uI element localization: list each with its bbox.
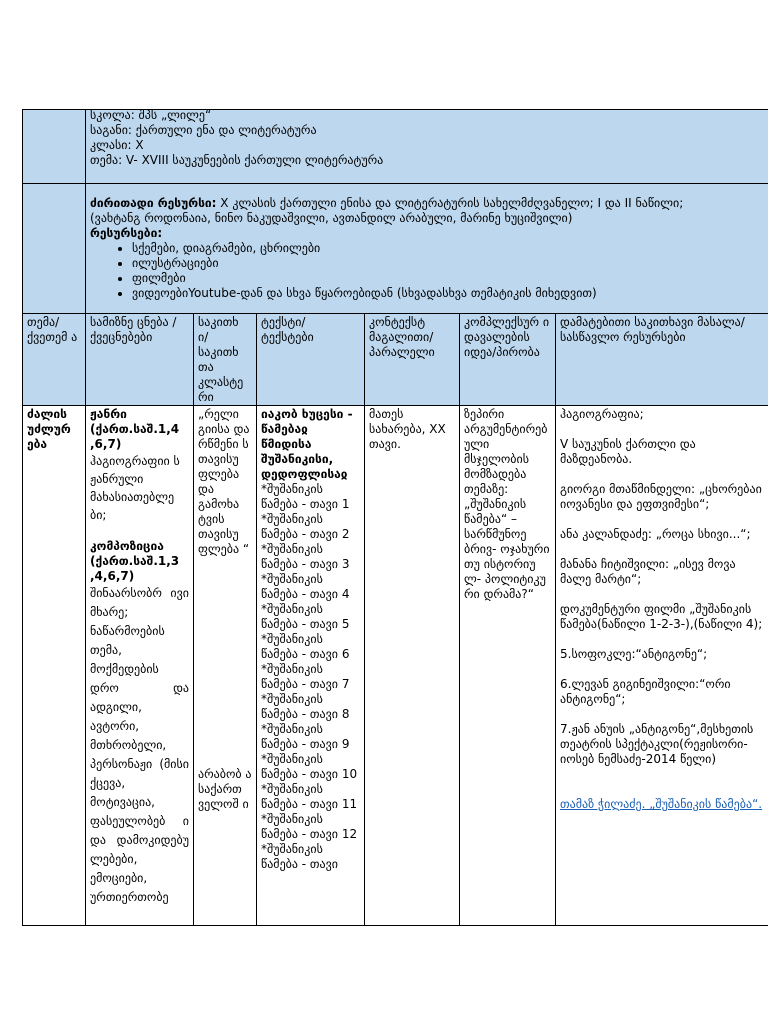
chapter-item: *შუშანიკის წამება - თავი 7 — [261, 662, 350, 691]
resource-item: • ილუსტრაციები — [132, 256, 768, 271]
col-header-extra: დამატებითი საკითხავი მასალა/სასწავლო რესურსები — [556, 314, 768, 406]
school-line: სკოლა: შპს „ლილე“ — [90, 108, 212, 122]
genre-title: ჟანრი (ქართ.საშ.1,4 ,6,7) — [90, 407, 180, 451]
theme-cell — [23, 406, 86, 926]
concept-cell — [86, 406, 194, 926]
chapter-item: *შუშანიკის წამება - თავი 4 — [261, 572, 350, 601]
chapter-item: *შუშანიკის წამება - თავი 2 — [261, 512, 350, 541]
col-header-issue: საკითხ ი/ საკითხ თა კლასტე რი — [194, 314, 257, 406]
extra-item: 6.ლევან გიგინეიშვილი:“ორი ანტიგონე“; — [560, 677, 731, 706]
header-row — [23, 110, 768, 184]
text-cell — [257, 406, 365, 926]
composition-text: შინაარსობრ ივი მხარე; ნაწარმოების თემა, მოქმედების დრო და ადგილი, ავტორი, მთხრობელი, პერსონაჟი (მისი ქცევა, მოტივაცია, ფასეულობებ ი და დამოკიდებუ ლებები, ემოციები, ურთიერთობე — [90, 586, 189, 904]
resources-label: რესურსები: — [90, 226, 163, 240]
col-header-context: კონტექსტ მაგალითი/ პარალელი — [365, 314, 460, 406]
extra-item: გიორგი მთაწმინდელი: „ცხორებაი იოვანესი და ეფთვიმესი“; — [560, 482, 762, 511]
chapter-item: *შუშანიკის წამება - თავი 12 — [261, 812, 358, 841]
resources-cell — [86, 184, 768, 314]
col-header-task: კომპლექსურ ი დავალების იდეა/პირობა — [460, 314, 556, 406]
chapter-item: *შუშანიკის წამება - თავი 9 — [261, 722, 350, 751]
task-cell — [460, 406, 556, 926]
genre-text: ჰაგიოგრაფიი ს ჟანრული მახასიათებლე ბი; — [90, 454, 180, 522]
issue-text-2: არაბობ ა საქართ ველოშ ი — [198, 767, 252, 811]
resources-empty-cell — [23, 184, 86, 314]
extra-item: 7.ჟან ანუის „ანტიგონე“,მესხეთის თეატრის სპექტაკლი(რეჟისორი-იოსებ ნემსაძე-2014 წელი) — [560, 722, 754, 766]
resources-list — [90, 241, 768, 301]
header-info-cell — [86, 110, 768, 184]
col-header-theme: თემა/ ქვეთემ ა — [23, 314, 86, 406]
context-cell — [365, 406, 460, 926]
extra-item: V საუკუნის ქართლი და მაზდეანობა. — [560, 437, 696, 466]
composition-title: კომპოზიცია (ქართ.საშ.1,3 ,4,6,7) — [90, 539, 180, 583]
resources-row — [23, 184, 768, 314]
resource-item: • ფილმები — [132, 271, 768, 286]
topic-line: თემა: V- XVIII საუკუნეების ქართული ლიტერატურა — [90, 153, 384, 167]
theme-text: ძალის უძლურ ება — [27, 407, 71, 451]
header-empty-cell — [23, 110, 86, 184]
main-resource — [90, 196, 768, 211]
chapter-item: *შუშანიკის წამება - თავი 6 — [261, 632, 350, 661]
col-header-concept: სამიზნე ცნება / ქვეცნებები — [86, 314, 194, 406]
extra-cell — [556, 406, 768, 926]
chapter-item: *შუშანიკის წამება - თავი 1 — [261, 482, 350, 511]
lesson-plan-table — [22, 109, 768, 926]
class-line: კლასი: X — [90, 138, 144, 152]
column-header-row — [23, 314, 768, 406]
chapter-item: *შუშანიკის წამება - თავი — [261, 842, 338, 871]
chapter-item: *შუშანიკის წამება - თავი 3 — [261, 542, 350, 571]
chapter-item: *შუშანიკის წამება - თავი 11 — [261, 782, 358, 811]
issue-cell — [194, 406, 257, 926]
chapter-item: *შუშანიკის წამება - თავი 5 — [261, 602, 350, 631]
issue-text-1: „რელი გიისა და რწმენი ს თავისუ ფლება და გამოხა ტვის თავისუ ფლება “ — [198, 407, 250, 556]
task-text: ზეპირი არგუმენტირებ ული მსჯელობის მომზადება თემაზე: „შუშანიკის წამება“ – სარწმუნოე ბრივ- ოჯახური თუ ისტორიუ ლ- პოლიტიკუ რი დრამა?“ — [464, 407, 550, 601]
resource-authors: (ვახტანგ როდონაია, ნინო ნაკუდაშვილი, ავთანდილ არაბული, მარინე ხუციშვილი) — [90, 211, 573, 225]
main-resource-text: X კლასის ქართული ენისა და ლიტერატურის სახელმძღვანელო; I და II ნაწილი; — [216, 196, 684, 210]
subject-line: საგანი: ქართული ენა და ლიტერატურა — [90, 123, 317, 137]
chapter-item: *შუშანიკის წამება - თავი 10 — [261, 752, 358, 781]
resource-item: • ვიდეოებიYoutube-დან და სხვა წყაროებიდან (სხვადასხვა თემატიკის მიხედვით) — [132, 286, 768, 301]
extra-item: მანანა ჩიტიშვილი: „ისევ მოვა მალე მარტი“; — [560, 557, 736, 586]
context-text: მათეს სახარება, XX თავი. — [369, 407, 446, 451]
extra-item: ჰაგიოგრაფია; — [560, 407, 644, 421]
main-resource-label: ძირითადი რესურსი: — [90, 196, 217, 210]
extra-item: ანა კალანდაძე: „როცა სხივი...“; — [560, 527, 751, 541]
content-row — [23, 406, 768, 926]
col-header-text: ტექსტი/ ტექსტები — [257, 314, 365, 406]
text-title: იაკობ ხუცესი - წამებაჲ წმიდისა შუშანიკისი, დედოფლისაჲ — [261, 407, 353, 481]
extra-item: დოკუმენტური ფილმი „შუშანიკის წამება(ნაწილი 1-2-3-),(ნაწილი 4); — [560, 602, 763, 631]
chapter-item: *შუშანიკის წამება - თავი 8 — [261, 692, 350, 721]
film-link[interactable]: თამაზ ჭილაძე. „შუშანიკის წამება“. — [560, 797, 763, 811]
resource-item: • სქემები, დიაგრამები, ცხრილები — [132, 241, 768, 256]
extra-item: 5.სოფოკლე:“ანტიგონე“; — [560, 647, 708, 661]
